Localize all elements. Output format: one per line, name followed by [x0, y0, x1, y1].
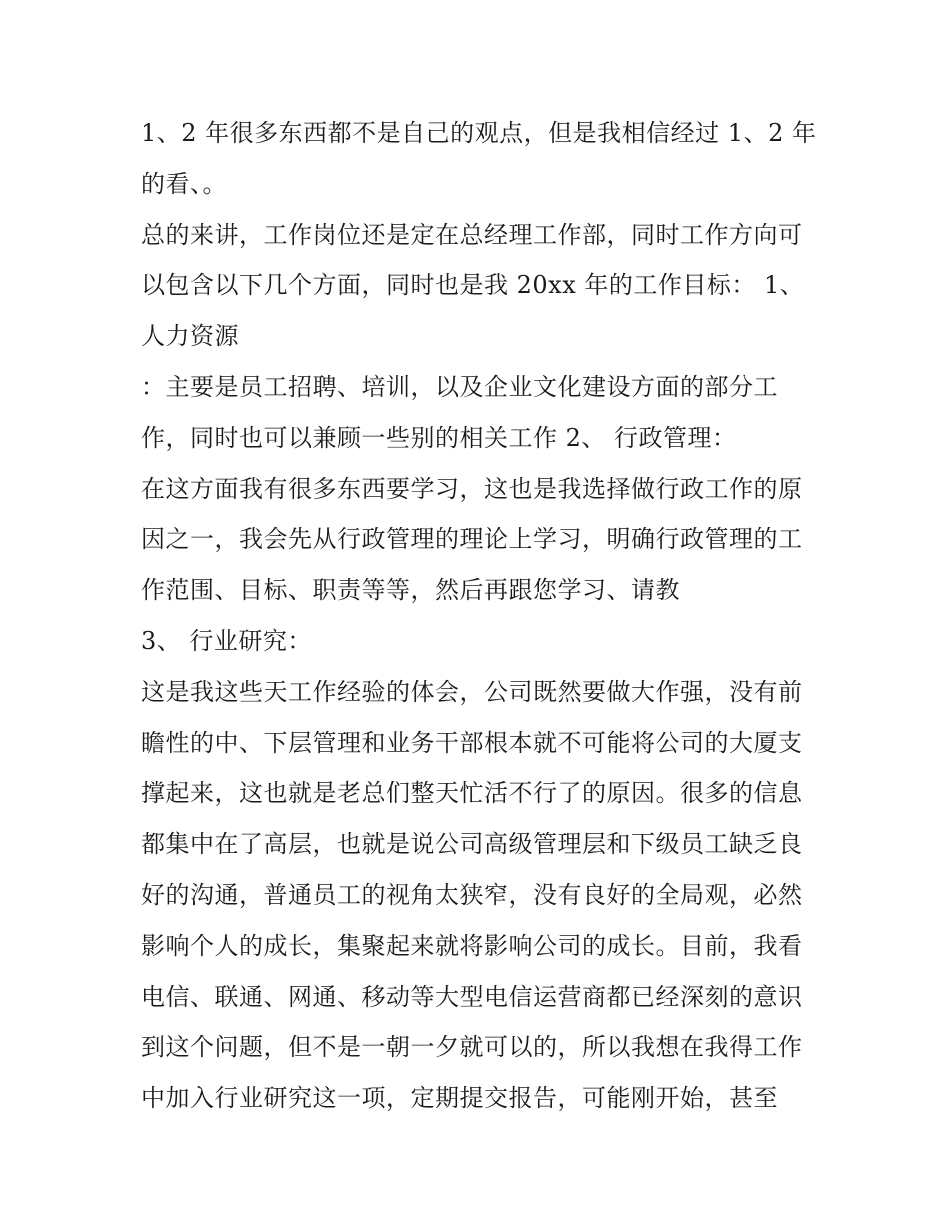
text-line: 撑起来，这也就是老总们整天忙活不行了的原因。很多的信息: [141, 779, 803, 808]
text-line: 1、2 年很多东西都不是自己的观点，但是我相信经过 1、2 年: [141, 119, 817, 147]
text-line: 影响个人的成长，集聚起来就将影响公司的成长。目前，我看: [141, 931, 803, 960]
text-line: 以包含以下几个方面，同时也是我 20xx 年的工作目标： 1、: [141, 271, 805, 300]
section-heading-hr: 人力资源: [141, 322, 239, 351]
text-line: 作，同时也可以兼顾一些别的相关工作 2、 行政管理：: [141, 423, 737, 452]
text-line: 电信、联通、网通、移动等大型电信运营商都已经深刻的意识: [141, 982, 803, 1011]
text-line: 都集中在了高层，也就是说公司高级管理层和下级员工缺乏良: [141, 830, 803, 859]
text-line: 因之一，我会先从行政管理的理论上学习，明确行政管理的工: [141, 525, 803, 554]
text-line: 瞻性的中、下层管理和业务干部根本就不可能将公司的大厦支: [141, 728, 803, 757]
text-line: 作范围、目标、职责等等，然后再跟您学习、请教: [141, 576, 680, 605]
text-line: 在这方面我有很多东西要学习，这也是我选择做行政工作的原: [141, 474, 803, 503]
text-line: 的看、。: [141, 169, 227, 198]
text-line: 到这个问题，但不是一朝一夕就可以的，所以我想在我得工作: [141, 1033, 803, 1062]
text-line: 总的来讲，工作岗位还是定在总经理工作部，同时工作方向可: [141, 220, 803, 249]
text-line: 中加入行业研究这一项，定期提交报告，可能刚开始，甚至: [141, 1084, 778, 1113]
text-line: ：主要是员工招聘、培训，以及企业文化建设方面的部分工: [141, 372, 778, 401]
text-line: 好的沟通，普通员工的视角太狭窄，没有良好的全局观，必然: [141, 880, 803, 909]
text-line: 这是我这些天工作经验的体会，公司既然要做大作强，没有前: [141, 677, 803, 706]
section-heading-research: 3、 行业研究：: [141, 626, 312, 655]
document-body: [141, 108, 831, 1124]
